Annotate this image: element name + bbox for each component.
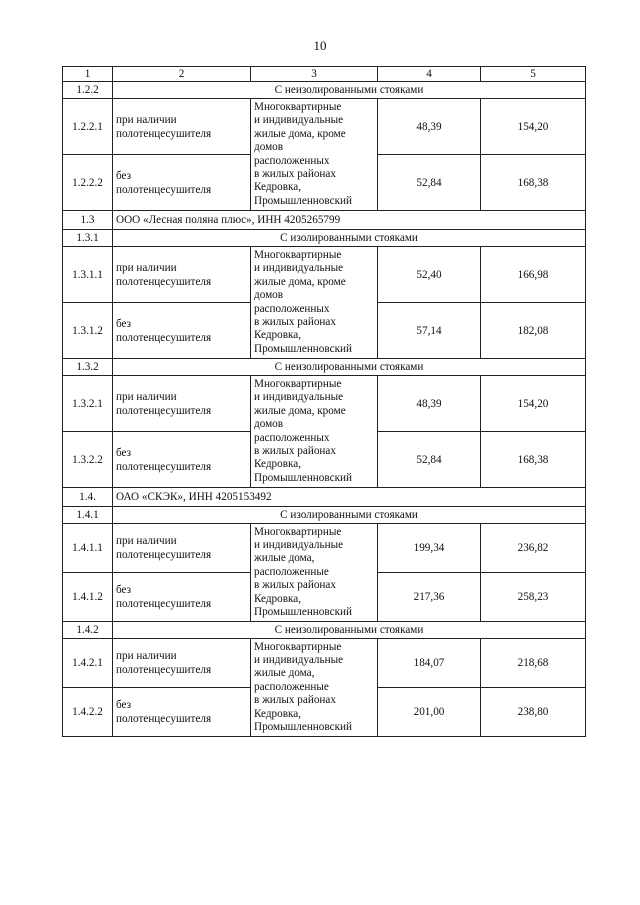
description-line: и индивидуальные bbox=[254, 538, 344, 551]
section-title: С изолированными стояками bbox=[113, 507, 586, 524]
hot-water-condition bbox=[113, 303, 251, 359]
tariff-value-col4: 52,84 bbox=[378, 432, 481, 488]
hot-water-condition bbox=[113, 573, 251, 622]
hot-water-condition bbox=[113, 432, 251, 488]
condition-line: при наличии bbox=[116, 535, 177, 547]
tariff-value-col5: 258,23 bbox=[481, 573, 586, 622]
description-line: расположенных bbox=[254, 302, 330, 315]
description-line: жилые дома, кроме bbox=[254, 127, 346, 140]
description-line: и индивидуальные bbox=[254, 391, 344, 404]
tariff-value-col4: 199,34 bbox=[378, 524, 481, 573]
description-line: Кедровка, bbox=[254, 329, 302, 342]
tariff-value-col5: 166,98 bbox=[481, 247, 586, 303]
row-code: 1.3.2.1 bbox=[63, 376, 113, 432]
description-line: и индивидуальные bbox=[254, 262, 344, 275]
description-line: расположенные bbox=[254, 565, 329, 578]
section-code: 1.3.1 bbox=[63, 230, 113, 247]
condition-line: полотенцесушителя bbox=[116, 404, 212, 417]
condition-line: при наличии bbox=[116, 650, 177, 662]
description-line: Промышленновский bbox=[254, 342, 352, 355]
description-line: Промышленновский bbox=[254, 471, 352, 484]
description-line: Кедровка, bbox=[254, 592, 302, 605]
description-line: расположенные bbox=[254, 680, 329, 693]
condition-line: полотенцесушителя bbox=[116, 549, 212, 561]
description-line: Промышленновский bbox=[254, 194, 352, 207]
tariff-value-col5: 154,20 bbox=[481, 99, 586, 155]
tariff-value-col4: 184,07 bbox=[378, 639, 481, 688]
description-line: в жилых районах bbox=[254, 167, 336, 180]
description-line: жилые дома, кроме bbox=[254, 275, 346, 288]
housing-description bbox=[251, 524, 378, 622]
section-row bbox=[63, 622, 586, 639]
condition-line: без bbox=[116, 584, 132, 596]
hot-water-condition bbox=[113, 639, 251, 688]
tariff-value-col4: 217,36 bbox=[378, 573, 481, 622]
section-code: 1.2.2 bbox=[63, 82, 113, 99]
description-line: Многоквартирные bbox=[254, 100, 342, 113]
description-line: Многоквартирные bbox=[254, 248, 342, 261]
hot-water-condition bbox=[113, 99, 251, 155]
section-code: 1.4.1 bbox=[63, 507, 113, 524]
housing-description bbox=[251, 99, 378, 211]
description-line: Промышленновский bbox=[254, 606, 352, 619]
description-line: домов bbox=[254, 289, 284, 302]
row-code: 1.4.2.1 bbox=[63, 639, 113, 688]
condition-line: без bbox=[116, 699, 132, 711]
section-title: С неизолированными стояками bbox=[113, 622, 586, 639]
row-code: 1.4.2.2 bbox=[63, 688, 113, 737]
description-line: в жилых районах bbox=[254, 444, 336, 457]
description-line: и индивидуальные bbox=[254, 653, 344, 666]
condition-line: без bbox=[116, 169, 132, 182]
condition-line: полотенцесушителя bbox=[116, 664, 212, 676]
tariff-value-col5: 236,82 bbox=[481, 524, 586, 573]
column-number-3: 3 bbox=[251, 67, 378, 82]
condition-line: при наличии bbox=[116, 390, 177, 403]
description-line: Кедровка, bbox=[254, 181, 302, 194]
condition-line: полотенцесушителя bbox=[116, 713, 212, 725]
row-code: 1.3.1.2 bbox=[63, 303, 113, 359]
description-line: жилые дома, bbox=[254, 667, 315, 680]
organization-name: ОАО «СКЭК», ИНН 4205153492 bbox=[113, 488, 586, 507]
tariff-value-col5: 168,38 bbox=[481, 155, 586, 211]
tariff-row bbox=[63, 99, 586, 155]
description-line: Кедровка, bbox=[254, 707, 302, 720]
condition-line: полотенцесушителя bbox=[116, 460, 212, 473]
tariff-value-col5: 154,20 bbox=[481, 376, 586, 432]
description-line: в жилых районах bbox=[254, 579, 336, 592]
column-number-1: 1 bbox=[63, 67, 113, 82]
tariff-row bbox=[63, 524, 586, 573]
condition-line: без bbox=[116, 446, 132, 459]
housing-description bbox=[251, 247, 378, 359]
section-row bbox=[63, 507, 586, 524]
tariff-value-col5: 218,68 bbox=[481, 639, 586, 688]
description-line: в жилых районах bbox=[254, 694, 336, 707]
tariff-row bbox=[63, 247, 586, 303]
description-line: домов bbox=[254, 418, 284, 431]
description-line: расположенных bbox=[254, 154, 330, 167]
condition-line: полотенцесушителя bbox=[116, 127, 212, 140]
column-number-5: 5 bbox=[481, 67, 586, 82]
organization-name: ООО «Лесная поляна плюс», ИНН 4205265799 bbox=[113, 211, 586, 230]
condition-line: полотенцесушителя bbox=[116, 275, 212, 288]
housing-description bbox=[251, 376, 378, 488]
condition-line: полотенцесушителя bbox=[116, 183, 212, 196]
description-line: домов bbox=[254, 141, 284, 154]
row-code: 1.3.1.1 bbox=[63, 247, 113, 303]
condition-line: при наличии bbox=[116, 261, 177, 274]
housing-description bbox=[251, 639, 378, 737]
organization-code: 1.4. bbox=[63, 488, 113, 507]
description-line: жилые дома, кроме bbox=[254, 404, 346, 417]
description-line: Кедровка, bbox=[254, 458, 302, 471]
hot-water-condition bbox=[113, 247, 251, 303]
tariff-value-col4: 48,39 bbox=[378, 99, 481, 155]
section-row bbox=[63, 82, 586, 99]
description-line: Многоквартирные bbox=[254, 640, 342, 653]
description-line: Промышленновский bbox=[254, 721, 352, 734]
column-number-4: 4 bbox=[378, 67, 481, 82]
row-code: 1.3.2.2 bbox=[63, 432, 113, 488]
description-line: жилые дома, bbox=[254, 552, 315, 565]
section-row bbox=[63, 359, 586, 376]
tariff-value-col5: 182,08 bbox=[481, 303, 586, 359]
section-code: 1.4.2 bbox=[63, 622, 113, 639]
description-line: Многоквартирные bbox=[254, 525, 342, 538]
condition-line: при наличии bbox=[116, 113, 177, 126]
column-number-row bbox=[63, 67, 586, 82]
tariff-table-body bbox=[63, 67, 586, 737]
section-title: С неизолированными стояками bbox=[113, 82, 586, 99]
tariff-value-col4: 48,39 bbox=[378, 376, 481, 432]
row-code: 1.4.1.1 bbox=[63, 524, 113, 573]
column-number-2: 2 bbox=[113, 67, 251, 82]
description-line: и индивидуальные bbox=[254, 114, 344, 127]
description-line: Многоквартирные bbox=[254, 377, 342, 390]
tariff-row bbox=[63, 639, 586, 688]
hot-water-condition bbox=[113, 688, 251, 737]
organization-code: 1.3 bbox=[63, 211, 113, 230]
tariff-value-col4: 52,40 bbox=[378, 247, 481, 303]
section-row bbox=[63, 230, 586, 247]
tariff-value-col5: 238,80 bbox=[481, 688, 586, 737]
hot-water-condition bbox=[113, 155, 251, 211]
tariff-table bbox=[62, 66, 586, 737]
section-code: 1.3.2 bbox=[63, 359, 113, 376]
section-title: С изолированными стояками bbox=[113, 230, 586, 247]
page-number: 10 bbox=[313, 38, 327, 53]
condition-line: полотенцесушителя bbox=[116, 331, 212, 344]
condition-line: без bbox=[116, 317, 132, 330]
row-code: 1.2.2.2 bbox=[63, 155, 113, 211]
description-line: в жилых районах bbox=[254, 315, 336, 328]
description-line: расположенных bbox=[254, 431, 330, 444]
condition-line: полотенцесушителя bbox=[116, 598, 212, 610]
tariff-row bbox=[63, 376, 586, 432]
tariff-value-col4: 201,00 bbox=[378, 688, 481, 737]
organization-row bbox=[63, 211, 586, 230]
hot-water-condition bbox=[113, 524, 251, 573]
section-title: С неизолированными стояками bbox=[113, 359, 586, 376]
row-code: 1.4.1.2 bbox=[63, 573, 113, 622]
organization-row bbox=[63, 488, 586, 507]
tariff-value-col5: 168,38 bbox=[481, 432, 586, 488]
tariff-value-col4: 52,84 bbox=[378, 155, 481, 211]
row-code: 1.2.2.1 bbox=[63, 99, 113, 155]
hot-water-condition bbox=[113, 376, 251, 432]
tariff-value-col4: 57,14 bbox=[378, 303, 481, 359]
